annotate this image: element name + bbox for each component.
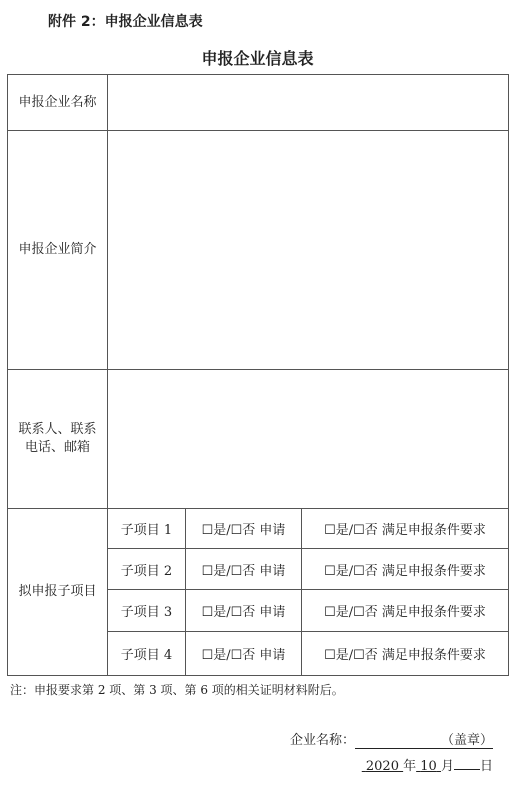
table-row — [8, 131, 509, 370]
company-info-table — [7, 74, 509, 676]
meets-requirements-checkbox-group[interactable]: ☐是/☐否 满足申报条件要求 — [302, 632, 509, 676]
company-intro-label: 申报企业简介 — [8, 131, 108, 370]
year-unit: 年 — [403, 759, 417, 774]
subproject-name: 子项目 2 — [108, 549, 186, 590]
meets-requirements-checkbox-group[interactable]: ☐是/☐否 满足申报条件要求 — [302, 590, 509, 632]
subproject-name: 子项目 3 — [108, 590, 186, 632]
table-row — [8, 75, 509, 131]
form-title: 申报企业信息表 — [201, 49, 314, 68]
day-blank[interactable] — [454, 757, 480, 770]
contact-label — [8, 370, 108, 509]
date-line — [362, 755, 493, 774]
seal-label: （盖章） — [440, 733, 493, 748]
attachment-label: 附件 2：申报企业信息表 — [48, 14, 203, 30]
day-unit: 日 — [479, 759, 493, 774]
company-intro-field[interactable] — [108, 131, 509, 370]
company-name-field[interactable] — [108, 75, 509, 131]
meets-requirements-checkbox-group[interactable]: ☐是/☐否 满足申报条件要求 — [302, 549, 509, 590]
company-name-footer-label: 企业名称： — [289, 733, 355, 748]
year-value[interactable]: 2020 — [365, 759, 399, 774]
month-value[interactable]: 10 — [420, 759, 437, 774]
contact-label-line1: 联系人、联系 — [18, 422, 97, 437]
company-seal-blank[interactable] — [355, 729, 493, 749]
apply-checkbox-group[interactable]: ☐是/☐否 申请 — [186, 632, 302, 676]
footnote: 注：申报要求第 2 项、第 3 项、第 6 项的相关证明材料附后。 — [10, 683, 344, 697]
contact-label-line2: 电话、邮箱 — [24, 440, 90, 455]
company-signature-line — [290, 729, 493, 749]
apply-checkbox-group[interactable]: ☐是/☐否 申请 — [186, 549, 302, 590]
apply-checkbox-group[interactable]: ☐是/☐否 申请 — [186, 509, 302, 549]
contact-field[interactable] — [108, 370, 509, 509]
meets-requirements-checkbox-group[interactable]: ☐是/☐否 满足申报条件要求 — [302, 509, 509, 549]
company-name-label: 申报企业名称 — [8, 75, 108, 131]
subproject-row-1 — [8, 509, 509, 549]
table-row — [8, 370, 509, 509]
apply-checkbox-group[interactable]: ☐是/☐否 申请 — [186, 590, 302, 632]
subproject-name: 子项目 1 — [108, 509, 186, 549]
subproject-label: 拟申报子项目 — [8, 509, 108, 676]
subproject-name: 子项目 4 — [108, 632, 186, 676]
month-unit: 月 — [440, 759, 454, 774]
